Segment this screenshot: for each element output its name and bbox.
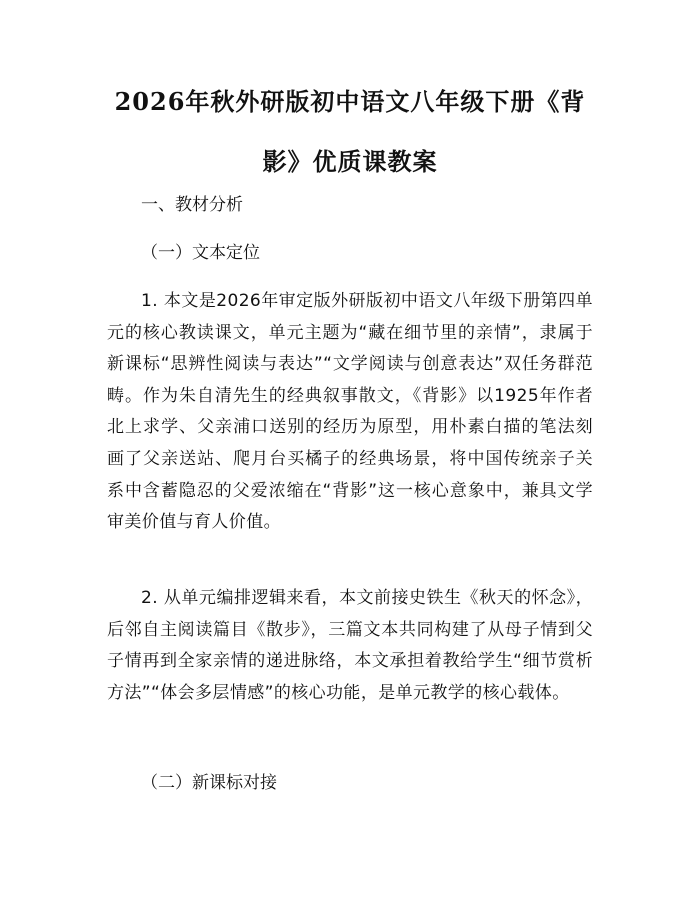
subsection-heading: （一）文本定位 bbox=[141, 243, 260, 263]
document-title: 2026年秋外研版初中语文八年级下册《背影》优质课教案 bbox=[114, 87, 586, 176]
paragraph: 1. 本文是2026年审定版外研版初中语文八年级下册第四单元的核心教读课文，单元主题为“藏在细节里的亲情”，隶属于新课标“思辨性阅读与表达”“文学阅读与创意表达”双任务群范畴。作为朱自清先生的经典叙事散文，《背影》以1925年作者北上求学、父亲浦口送别的经历为原型，用朴素白描的笔法刻画了父亲送站、爬月台买橘子的经典场景，将中国传统亲子关系中含蓄隐忍的父爱浓缩在“背影”这一核心意象中，兼具文学审美价值与育人价值。 bbox=[107, 291, 593, 533]
subsection-heading: （二）新课标对接 bbox=[141, 773, 277, 793]
section-heading: 一、教材分析 bbox=[141, 195, 243, 215]
paragraph: 2. 从单元编排逻辑来看，本文前接史铁生《秋天的怀念》，后邻自主阅读篇目《散步》，三篇文本共同构建了从母子情到父子情再到全家亲情的递进脉络，本文承担着教给学生“细节赏析方法”“体会多层情感”的核心功能，是单元教学的核心载体。 bbox=[107, 588, 593, 703]
